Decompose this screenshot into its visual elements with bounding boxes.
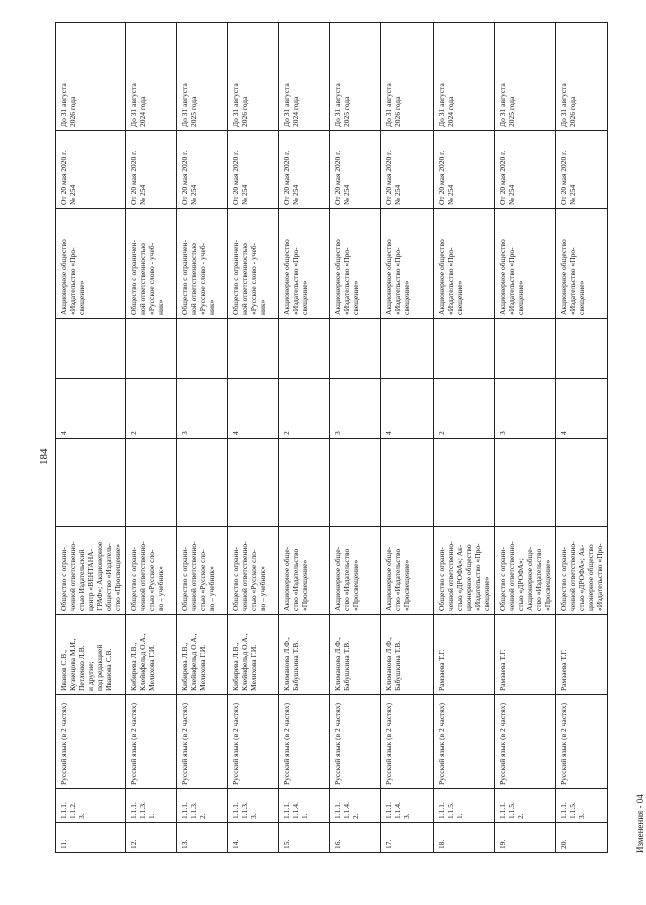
authors-cell: Рамзаева Т.Г. <box>495 615 556 695</box>
table-row <box>126 23 177 853</box>
authors-cell: Рамзаева Т.Г. <box>434 615 495 695</box>
empty-cell <box>279 439 330 527</box>
grade-cell: 4 <box>381 379 434 439</box>
publisher-cell: Общество с ограни- ченной ответственно- стью Издательский центр «ВЕНТАНА- ГРАФ»; Акционерное общество «Издатель- ство «Просвещение» <box>56 527 126 615</box>
valid-until-cell: До 31 августа 2024 года <box>279 23 330 131</box>
order-cell: От 20 мая 2020 г. № 254 <box>434 131 495 209</box>
page-number: 184 <box>38 448 50 465</box>
valid-until-cell: До 31 августа 2025 года <box>177 23 228 131</box>
table-row <box>381 23 434 853</box>
authors-cell: Кибирева Л.В., Клейнфельд О.А., Мелихова Г.И. <box>126 615 177 695</box>
publisher-cell: Акционерное обще- ство «Издательство «Просвещение» <box>279 527 330 615</box>
empty-cell <box>228 319 279 379</box>
table-row <box>279 23 330 853</box>
rights-holder-cell: Акционерное общество «Издательство «Про- свещение» <box>434 209 495 319</box>
rights-holder-cell: Акционерное общество «Издательство «Про- свещение» <box>279 209 330 319</box>
order-cell: От 20 мая 2020 г. № 254 <box>228 131 279 209</box>
publisher-cell: Общество с ограни- ченной ответственно- стью «ДРОФА»; Ак- ционерное общество «Издательство «Про- свещение» <box>434 527 495 615</box>
publisher-cell: Общество с ограни- ченной ответственно- стью «Русское сло- во – учебник» <box>126 527 177 615</box>
grade-cell: 3 <box>177 379 228 439</box>
grade-cell: 2 <box>279 379 330 439</box>
textbook-table <box>55 22 608 853</box>
rights-holder-cell: Акционерное общество «Издательство «Про- свещение» <box>330 209 381 319</box>
empty-cell <box>279 319 330 379</box>
grade-cell: 4 <box>556 379 608 439</box>
row-number-cell: 13. <box>177 823 228 853</box>
code-cell: 1.1.1. 1.1.5. 3. <box>556 789 608 823</box>
rights-holder-cell: Акционерное общество «Издательство «Про- свещение» <box>56 209 126 319</box>
order-cell: От 20 мая 2020 г. № 254 <box>495 131 556 209</box>
empty-cell <box>495 439 556 527</box>
grade-cell: 2 <box>434 379 495 439</box>
valid-until-cell: До 31 августа 2026 года <box>381 23 434 131</box>
valid-until-cell: До 31 августа 2024 года <box>434 23 495 131</box>
subject-cell: Русский язык (в 2 частях) <box>228 695 279 789</box>
table-row <box>56 23 126 853</box>
empty-cell <box>126 439 177 527</box>
publisher-cell: Акционерное обще- ство «Издательство «Просвещение» <box>330 527 381 615</box>
valid-until-cell: До 31 августа 2025 года <box>495 23 556 131</box>
authors-cell: Климанова Л.Ф., Бабушкина Т.В. <box>330 615 381 695</box>
empty-cell <box>177 319 228 379</box>
publisher-cell: Общество с ограни- ченной ответственно- стью «Русское сло- во – учебник» <box>177 527 228 615</box>
subject-cell: Русский язык (в 2 частях) <box>381 695 434 789</box>
footer-note: Изменения - 04 <box>635 794 645 853</box>
order-cell: От 20 мая 2020 г. № 254 <box>279 131 330 209</box>
row-number-cell: 12. <box>126 823 177 853</box>
grade-cell: 4 <box>228 379 279 439</box>
table-row <box>177 23 228 853</box>
valid-until-cell: До 31 августа 2026 года <box>56 23 126 131</box>
grade-cell: 3 <box>330 379 381 439</box>
authors-cell: Иванов С.В., Кузнецова М.И., Петленко Л.В. и другие; под редакцией Иванова С.В. <box>56 615 126 695</box>
rights-holder-cell: Общество с ограничен- ной ответственностью «Русское слово - учеб- ник» <box>177 209 228 319</box>
empty-cell <box>495 319 556 379</box>
subject-cell: Русский язык (в 2 частях) <box>330 695 381 789</box>
order-cell: От 20 мая 2020 г. № 254 <box>330 131 381 209</box>
subject-cell: Русский язык (в 2 частях) <box>434 695 495 789</box>
row-number-cell: 16. <box>330 823 381 853</box>
empty-cell <box>126 319 177 379</box>
rights-holder-cell: Акционерное общество «Издательство «Про- свещение» <box>381 209 434 319</box>
authors-cell: Кибирева Л.В., Клейнфельд О.А., Мелихова Г.И. <box>177 615 228 695</box>
grade-cell: 3 <box>495 379 556 439</box>
order-cell: От 20 мая 2020 г. № 254 <box>56 131 126 209</box>
empty-cell <box>381 439 434 527</box>
code-cell: 1.1.1. 1.1.3. 1. <box>126 789 177 823</box>
code-cell: 1.1.1. 1.1.3. 2. <box>177 789 228 823</box>
table-row <box>434 23 495 853</box>
table-row <box>330 23 381 853</box>
rights-holder-cell: Акционерное общество «Издательство «Про- свещение» <box>556 209 608 319</box>
authors-cell: Кибирева Л.В., Клейнфельд О.А., Мелихова Г.И. <box>228 615 279 695</box>
code-cell: 1.1.1. 1.1.4. 1. <box>279 789 330 823</box>
code-cell: 1.1.1. 1.1.2. 3. <box>56 789 126 823</box>
empty-cell <box>56 439 126 527</box>
subject-cell: Русский язык (в 2 частях) <box>126 695 177 789</box>
subject-cell: Русский язык (в 2 частях) <box>556 695 608 789</box>
valid-until-cell: До 31 августа 2026 года <box>228 23 279 131</box>
code-cell: 1.1.1. 1.1.5. 1. <box>434 789 495 823</box>
empty-cell <box>177 439 228 527</box>
row-number-cell: 20. <box>556 823 608 853</box>
code-cell: 1.1.1. 1.1.5. 2. <box>495 789 556 823</box>
empty-cell <box>556 439 608 527</box>
row-number-cell: 19. <box>495 823 556 853</box>
table-row <box>556 23 608 853</box>
publisher-cell: Акционерное обще- ство «Издательство «Просвещение» <box>381 527 434 615</box>
valid-until-cell: До 31 августа 2025 года <box>330 23 381 131</box>
authors-cell: Климанова Л.Ф., Бабушкина Т.В. <box>381 615 434 695</box>
publisher-cell: Общество с ограни- ченной ответственно- стью «Русское сло- во – учебник» <box>228 527 279 615</box>
row-number-cell: 17. <box>381 823 434 853</box>
order-cell: От 20 мая 2020 г. № 254 <box>381 131 434 209</box>
order-cell: От 20 мая 2020 г. № 254 <box>177 131 228 209</box>
order-cell: От 20 мая 2020 г. № 254 <box>126 131 177 209</box>
table-body <box>56 23 608 853</box>
empty-cell <box>434 319 495 379</box>
empty-cell <box>330 319 381 379</box>
code-cell: 1.1.1. 1.1.3. 3. <box>228 789 279 823</box>
rights-holder-cell: Акционерное общество «Издательство «Про- свещение» <box>495 209 556 319</box>
valid-until-cell: До 31 августа 2024 года <box>126 23 177 131</box>
row-number-cell: 15. <box>279 823 330 853</box>
code-cell: 1.1.1. 1.1.4. 2. <box>330 789 381 823</box>
empty-cell <box>556 319 608 379</box>
publisher-cell: Общество с ограни- ченной ответственно- стью «ДРОФА»; Ак- ционерное общество «Издательство «Про- <box>556 527 608 615</box>
rights-holder-cell: Общество с ограничен- ной ответственностью «Русское слово - учеб- ник» <box>126 209 177 319</box>
subject-cell: Русский язык (в 2 частях) <box>279 695 330 789</box>
empty-cell <box>228 439 279 527</box>
subject-cell: Русский язык (в 2 частях) <box>495 695 556 789</box>
table-row <box>495 23 556 853</box>
subject-cell: Русский язык (в 2 частях) <box>56 695 126 789</box>
row-number-cell: 14. <box>228 823 279 853</box>
rights-holder-cell: Общество с ограничен- ной ответственностью «Русское слово - учеб- ник» <box>228 209 279 319</box>
empty-cell <box>330 439 381 527</box>
empty-cell <box>381 319 434 379</box>
subject-cell: Русский язык (в 2 частях) <box>177 695 228 789</box>
authors-cell: Рамзаева Т.Г. <box>556 615 608 695</box>
row-number-cell: 11. <box>56 823 126 853</box>
empty-cell <box>434 439 495 527</box>
valid-until-cell: До 31 августа 2026 года <box>556 23 608 131</box>
table-row <box>228 23 279 853</box>
authors-cell: Климанова Л.Ф., Бабушкина Т.В. <box>279 615 330 695</box>
grade-cell: 4 <box>56 379 126 439</box>
row-number-cell: 18. <box>434 823 495 853</box>
publisher-cell: Общество с ограни- ченной ответственно- стью «ДРОФА»; Акционерное обще- ство «Издательство «Просвещение» <box>495 527 556 615</box>
empty-cell <box>56 319 126 379</box>
code-cell: 1.1.1. 1.1.4. 3. <box>381 789 434 823</box>
grade-cell: 2 <box>126 379 177 439</box>
order-cell: От 20 мая 2020 г. № 254 <box>556 131 608 209</box>
